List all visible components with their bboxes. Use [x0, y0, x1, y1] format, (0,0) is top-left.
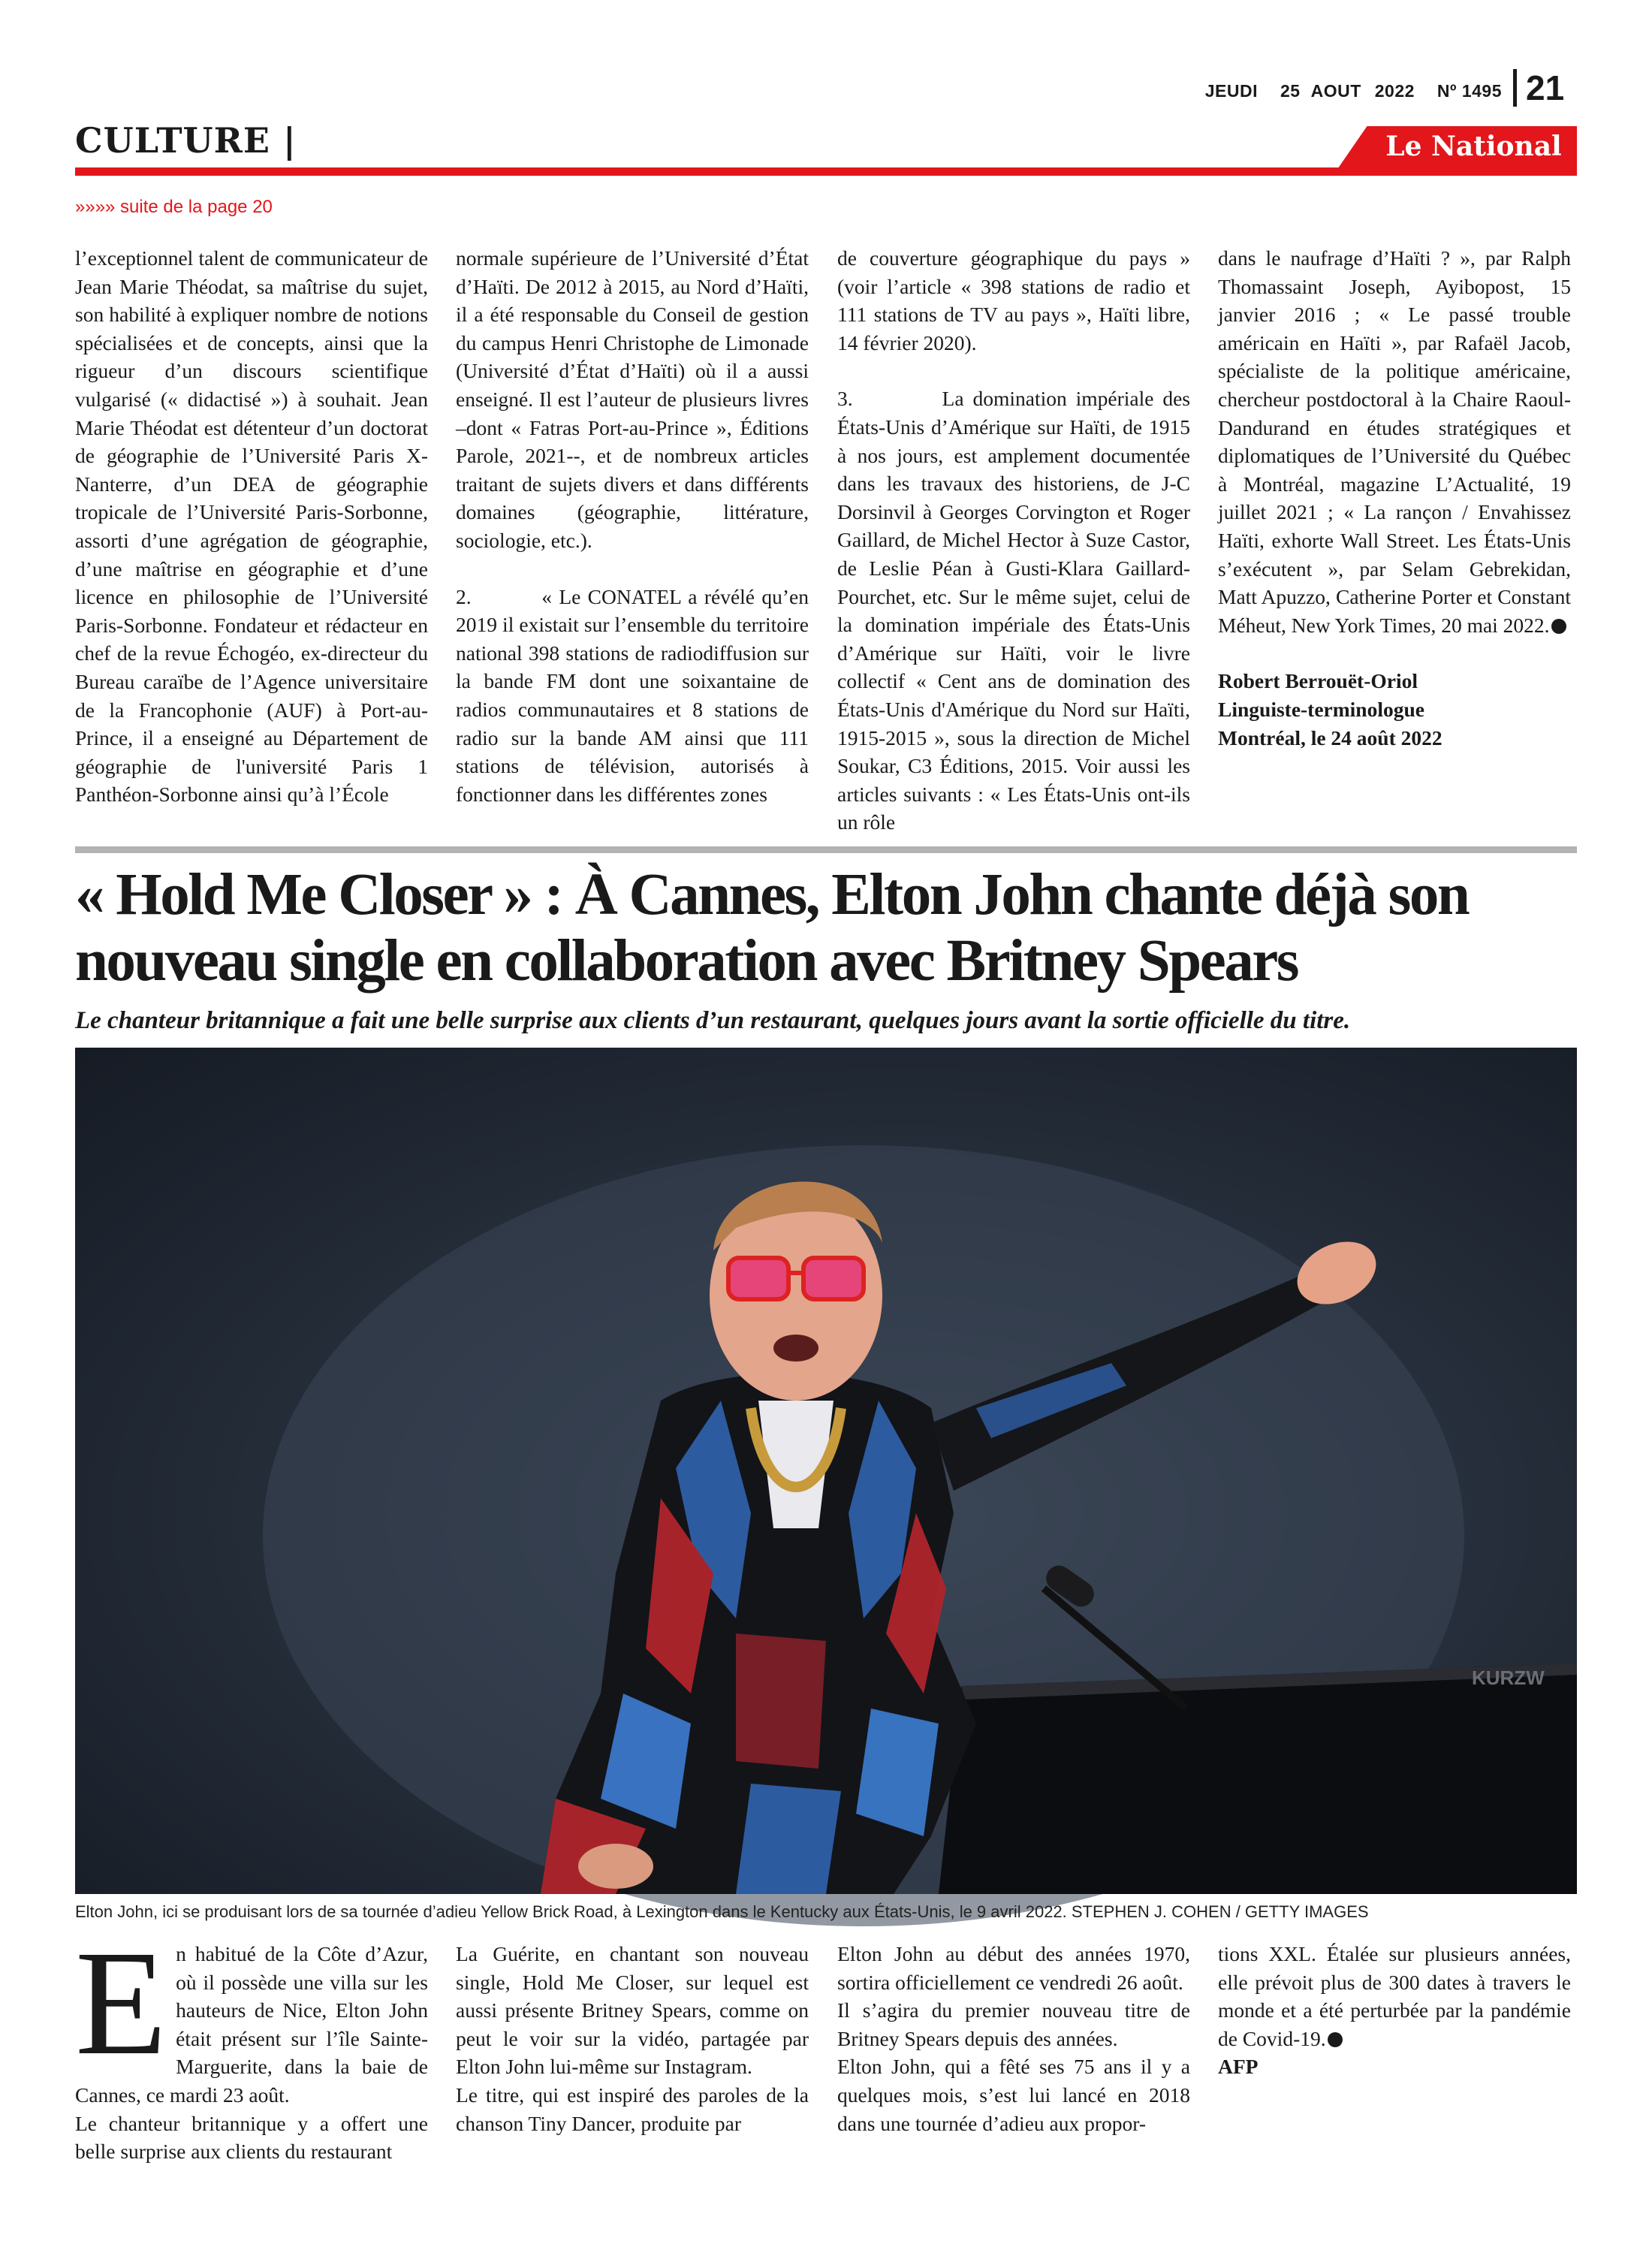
issue-date-line — [1156, 81, 1502, 101]
continued-from-label: »»»» suite de la page 20 — [75, 197, 273, 217]
main-article-column-2 — [456, 1940, 809, 2240]
paragraph: Elton John au début des années 1970, sortira officiellement ce vendredi 26 août. — [837, 1942, 1190, 1994]
paragraph: Il s’agira du premier nouveau titre de Britney Spears depuis des années. — [837, 1998, 1190, 2050]
article-byline: AFP — [1218, 2055, 1259, 2079]
author-signature — [1218, 667, 1571, 752]
main-article-column-1 — [75, 1920, 428, 2240]
footnote-2: 2. « Le CONATEL a révélé qu’en 2019 il existait sur l’ensemble du territoire national 398 stations de radiodiffusion sur la bande FM dont une soixantaine de radios communautaires et 8 stations de radio sur la bande AM ainsi que 111 stations de télévision, autorisés à fonctionner dans les différentes zones — [456, 584, 814, 806]
brand-name: Le National — [1385, 131, 1562, 162]
author-name: Robert Berrouët-Oriol — [1218, 669, 1418, 693]
paragraph: La Guérite, en chantant son nouveau single, Hold Me Closer, sur lequel est aussi présente Britney Spears, comme on peut le voir sur la vidéo, partagée par Elton John lui-même sur Instagram. — [456, 1942, 809, 2079]
page-number: 21 — [1513, 69, 1564, 107]
paragraph: Elton John, qui a fêté ses 75 ans il y a quelques mois, s’est lui lancé en 2018 dans une tournée d’adieu aux propor- — [837, 2055, 1190, 2135]
author-role: Linguiste-terminologue — [1218, 697, 1424, 721]
paragraph: normale supérieure de l’Université d’État d’Haïti. De 2012 à 2015, au Nord d’Haïti, il a été responsable du Conseil de gestion du campus Henri Christophe de Limonade (Université d’État d’Haïti) où il a aussi enseigné. Il est l’auteur de plusieurs livres –dont « Fatras Port-au-Prince », Éditions Parole, 2021--, et de nombreux articles traitant de sujets divers et dans différents domaines (géographie, littérature, sociologie, etc.). — [456, 246, 809, 552]
issue-date: 25 — [1280, 81, 1301, 101]
drop-cap: E — [75, 1920, 167, 2086]
issue-day: JEUDI — [1204, 81, 1258, 101]
paragraph — [1218, 244, 1571, 639]
top-article-column-2 — [456, 244, 814, 826]
end-mark-icon — [1328, 2032, 1343, 2047]
top-article-column-4 — [1218, 244, 1571, 826]
end-mark-icon — [1551, 619, 1566, 634]
paragraph: l’exceptionnel talent de communicateur de Jean Marie Théodat, sa maîtrise du sujet, son habilité à expliquer nombre de notions spécialisées et de concepts, ainsi que la rigueur d’un discours scientifique vulgarisé (« didactisé ») à souhait. Jean Marie Théodat est détenteur d’un doctorat de géographie de l’Université Paris X-Nanterre, d’un DEA de géographie tropicale de l’Université Paris-Sorbonne, assorti d’une agrégation de géographie, d’une maîtrise en géographie et d’une licence en philosophie de l’Université Paris-Sorbonne. Fondateur et rédacteur en chef de la revue Échogéo, ex-directeur du Bureau caraïbe de l’Agence universitaire de la Francophonie (AUF) à Port-au-Prince, il a enseigné au Département de géographie de l'université Paris 1 Panthéon-Sorbonne ainsi qu’à l’École — [75, 246, 428, 807]
paragraph — [1218, 1940, 1571, 2052]
photo-caption: Elton John, ici se produisant lors de sa tournée d’adieu Yellow Brick Road, à Lexington dans le Kentucky aux États-Unis, le 9 avril 2022. STEPHEN J. COHEN / GETTY IMAGES — [75, 1902, 1369, 1921]
performer-illustration — [75, 1048, 1577, 1894]
piano-brand-label: KURZW — [1472, 1666, 1545, 1689]
main-article-column-4 — [1218, 1940, 1571, 2240]
paragraph: Le titre, qui est inspiré des paroles de la chanson Tiny Dancer, produite par — [456, 2083, 809, 2135]
top-article-column-3 — [837, 244, 1195, 834]
section-label: CULTURE | — [75, 120, 297, 161]
issue-year: 2022 — [1374, 81, 1415, 101]
main-article-column-3 — [837, 1940, 1190, 2240]
paragraph: Le chanteur britannique y a offert une belle surprise aux clients du restaurant — [75, 2111, 428, 2164]
paragraph: de couverture géographique du pays » (voir l’article « 398 stations de radio et 111 stations de TV au pays », Haïti libre, 14 février 2020). — [837, 246, 1190, 354]
paragraph-text: tions XXL. Étalée sur plusieurs années, elle prévoit plus de 300 dates à travers le monde et a été perturbée par la pandémie de Covid-19. — [1218, 1942, 1571, 2050]
paragraph: n habitué de la Côte d’Azur, où il possède une villa sur les hauteurs de Nice, Elton John était présent sur l’île Sainte-Marguerite, dans la baie de Cannes, ce mardi 23 août. — [75, 1942, 428, 2107]
paragraph-text: dans le naufrage d’Haïti ? », par Ralph Thomassaint Joseph, Ayibopost, 15 janvier 2016 ; « Le passé trouble américain en Haïti », par Rafaël Jacob, spécialiste de la politique américaine, chercheur postdoctoral à la Chaire Raoul-Dandurand en études stratégiques et diplomatiques de l’Université du Québec à Montréal, magazine L’Actualité, 19 juillet 2021 ; « La rançon / Envahissez Haïti, exhorte Wall Street. Les États-Unis s’exécutent », par Selam Gebrekidan, Matt Apuzzo, Catherine Porter et Constant Méheut, New York Times, 20 mai 2022. — [1218, 246, 1571, 637]
issue-month: AOUT — [1310, 81, 1361, 101]
footnote-3: 3. La domination impériale des États-Unis d’Amérique sur Haïti, de 1915 à nos jours, est amplement documentée dans les travaux des historiens, de J-C Dorsinvil à Georges Corvington et Roger Gaillard, de Michel Hector à Suze Castor, de Leslie Péan à Gusti-Klara Gaillard-Pourchet, etc. Sur le même sujet, celui de la domination impériale des États-Unis d’Amérique sur Haïti, voir le livre collectif « Cent ans de domination des États-Unis d'Amérique du Nord sur Haïti, 1915-2015 », sous la direction de Michel Soukar, C3 Éditions, 2015. Voir aussi les articles suivants : « Les États-Unis ont-ils un rôle — [837, 387, 1195, 834]
issue-number: Nº 1495 — [1436, 81, 1502, 101]
subheadline: Le chanteur britannique a fait une belle surprise aux clients d’un restaurant, quelques jours avant la sortie officielle du titre. — [75, 1007, 1351, 1034]
article-photo — [75, 1048, 1577, 1894]
article-separator — [75, 846, 1577, 853]
top-article-column-1 — [75, 244, 428, 826]
headline: « Hold Me Closer » : À Cannes, Elton John chante déjà son nouveau single en collaboration avec Britney Spears — [75, 862, 1469, 994]
author-place-date: Montréal, le 24 août 2022 — [1218, 725, 1442, 749]
